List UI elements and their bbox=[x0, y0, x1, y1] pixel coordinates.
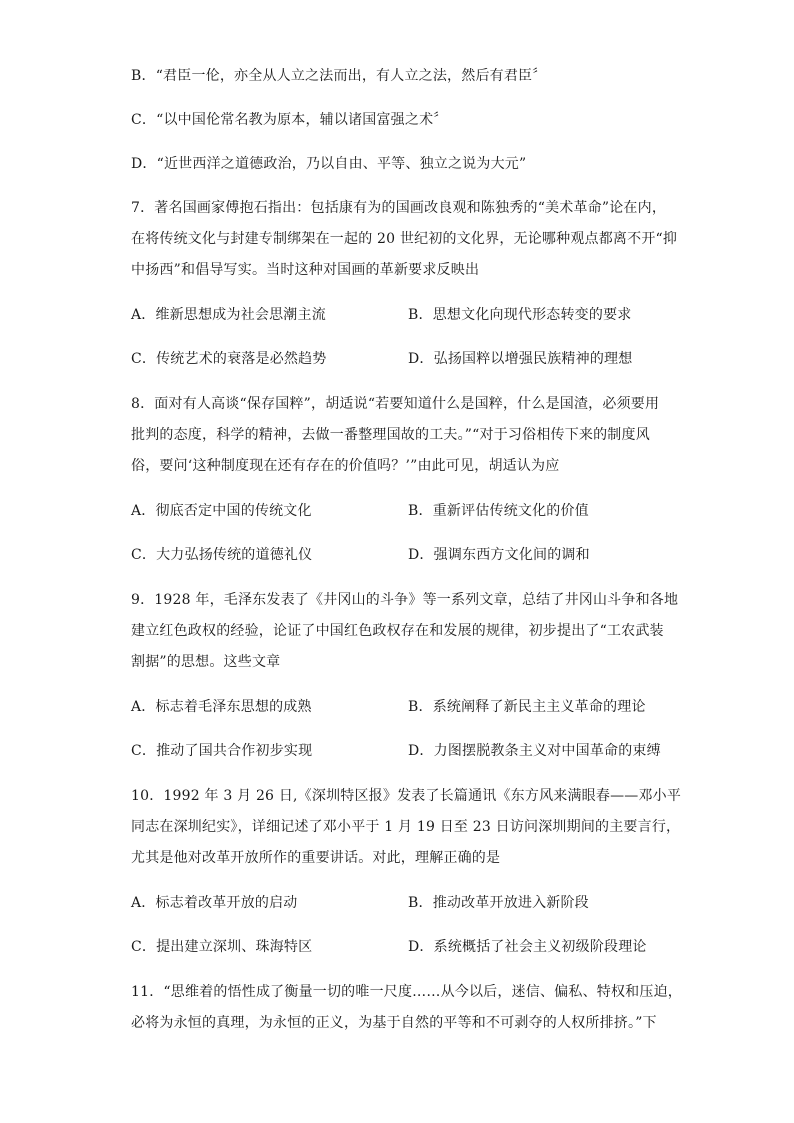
q8-stem-line: 俗，要问‘这种制度现在还有存在的价值吗？’”由此可见，胡适认为应 bbox=[131, 458, 560, 474]
q7-stem-line: 在将传统文化与封建专制绑架在一起的 20 世纪初的文化界，无论哪种观点都离不开“抑 bbox=[131, 231, 678, 247]
q9-option-b[interactable]: B．系统阐释了新民主主义革命的理论 bbox=[408, 699, 646, 715]
q11-stem-line: 11．“思维着的悟性成了衡量一切的唯一尺度……从今以后，迷信、偏私、特权和压迫， bbox=[131, 984, 682, 1000]
q8-option-c[interactable]: C．大力弘扬传统的道德礼仪 bbox=[131, 547, 313, 563]
q9-option-c[interactable]: C．推动了国共合作初步实现 bbox=[131, 743, 313, 759]
q8-option-a[interactable]: A．彻底否定中国的传统文化 bbox=[131, 503, 312, 519]
q10-stem-line: 尤其是他对改革开放所作的重要讲话。对此，理解正确的是 bbox=[131, 850, 501, 866]
q10-option-c[interactable]: C．提出建立深圳、珠海特区 bbox=[131, 939, 313, 955]
q7-stem-line: 7．著名国画家傅抱石指出：包括康有为的国画改良观和陈独秀的“美术革命”论在内， bbox=[131, 200, 667, 216]
q7-option-c[interactable]: C．传统艺术的衰落是必然趋势 bbox=[131, 351, 327, 367]
q10-option-b[interactable]: B．推动改革开放进入新阶段 bbox=[408, 895, 589, 911]
q7-stem-line: 中扬西”和倡导写实。当时这种对国画的革新要求反映出 bbox=[131, 262, 480, 278]
q9-stem-line: 建立红色政权的经验，论证了中国红色政权存在和发展的规律，初步提出了“工农武装 bbox=[131, 623, 664, 639]
q7-option-d[interactable]: D．弘扬国粹以增强民族精神的理想 bbox=[408, 351, 633, 367]
q10-stem-line: 同志在深圳纪实》，详细记述了邓小平于 1 月 19 日至 23 日访问深圳期间的主要言行， bbox=[131, 819, 681, 835]
q6-option-b[interactable]: B．“君臣一伦，亦全从人立之法而出，有人立之法，然后有君臣〞 bbox=[131, 68, 547, 84]
q10-stem-line: 10．1992 年 3 月 26 日,《深圳特区报》发表了长篇通讯《东方风来满眼春——邓小平 bbox=[131, 788, 682, 804]
q9-option-a[interactable]: A．标志着毛泽东思想的成熟 bbox=[131, 699, 312, 715]
q7-option-b[interactable]: B．思想文化向现代形态转变的要求 bbox=[408, 307, 632, 323]
q9-stem-line: 9．1928 年，毛泽东发表了《井冈山的斗争》等一系列文章，总结了井冈山斗争和各地 bbox=[131, 592, 679, 608]
q8-stem-line: 8．面对有人高谈“保存国粹”，胡适说“若要知道什么是国粹，什么是国渣，必须要用 bbox=[131, 396, 660, 412]
q10-option-d[interactable]: D．系统概括了社会主义初级阶段理论 bbox=[408, 939, 647, 955]
q11-stem-line: 必将为永恒的真理，为永恒的正义，为基于自然的平等和不可剥夺的人权所排挤。”下 bbox=[131, 1015, 657, 1031]
q6-option-c[interactable]: C．“以中国伦常名教为原本，辅以诸国富强之术〞 bbox=[131, 112, 448, 128]
q9-stem-line: 割据”的思想。这些文章 bbox=[131, 654, 281, 670]
q8-option-b[interactable]: B．重新评估传统文化的价值 bbox=[408, 503, 589, 519]
q8-stem-line: 批判的态度，科学的精神，去做一番整理国故的工夫。”“对于习俗相传下来的制度风 bbox=[131, 427, 650, 443]
q10-option-a[interactable]: A．标志着改革开放的启动 bbox=[131, 895, 298, 911]
q7-option-a[interactable]: A．维新思想成为社会思潮主流 bbox=[131, 307, 326, 323]
q8-option-d[interactable]: D．强调东西方文化间的调和 bbox=[408, 547, 590, 563]
q9-option-d[interactable]: D．力图摆脱教条主义对中国革命的束缚 bbox=[408, 743, 661, 759]
q6-option-d[interactable]: D．“近世西洋之道德政治，乃以自由、平等、独立之说为大元” bbox=[131, 156, 527, 172]
